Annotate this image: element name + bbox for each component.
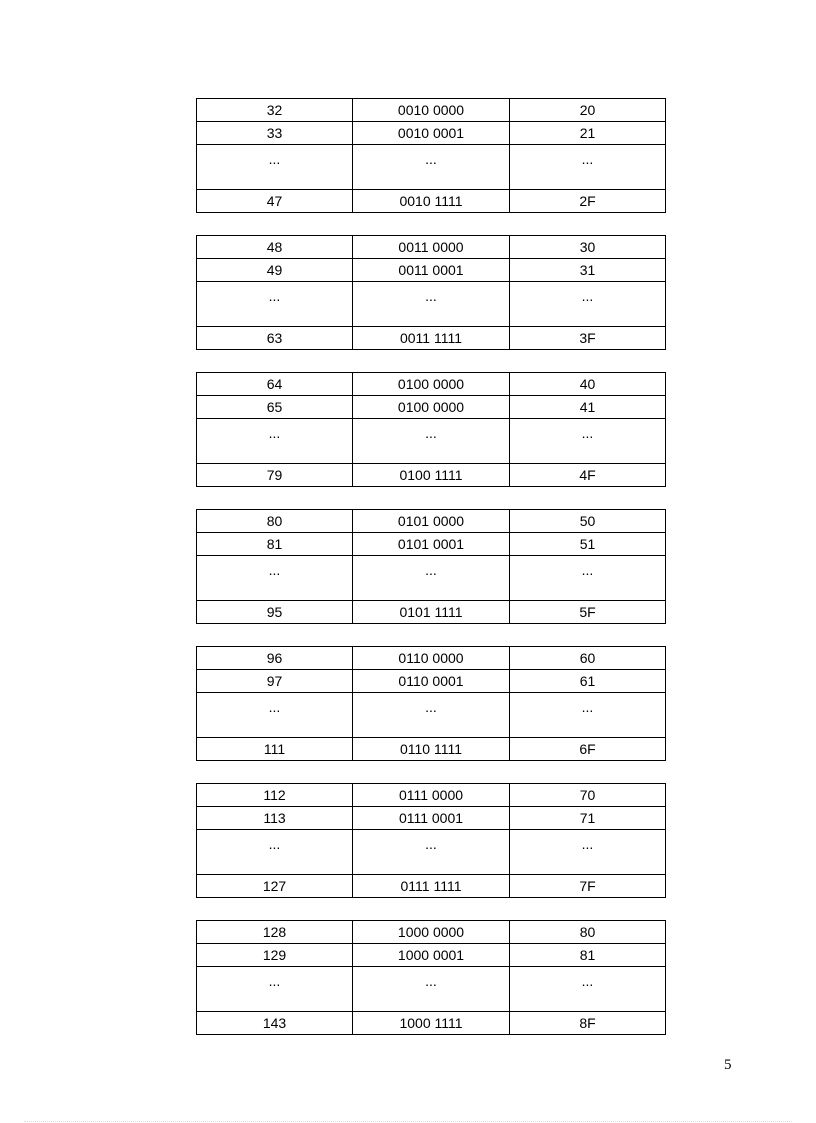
binary-cell: 0110 0000 (353, 647, 510, 670)
conversion-table (196, 920, 666, 1035)
ellipsis-row (197, 419, 666, 464)
table-row (197, 601, 666, 624)
table-row (197, 784, 666, 807)
table-row (197, 327, 666, 350)
binary-cell: 0101 0001 (353, 533, 510, 556)
ellipsis-row (197, 967, 666, 1012)
hex-cell: 20 (510, 99, 666, 122)
binary-cell: 0111 1111 (353, 875, 510, 898)
binary-cell: 0100 1111 (353, 464, 510, 487)
binary-cell: ... (353, 830, 510, 875)
conversion-tables (196, 98, 666, 1057)
binary-cell: 0010 0000 (353, 99, 510, 122)
table-row (197, 670, 666, 693)
decimal-cell: 33 (197, 122, 353, 145)
binary-cell: ... (353, 145, 510, 190)
table-row (197, 122, 666, 145)
decimal-cell: 113 (197, 807, 353, 830)
table-row (197, 99, 666, 122)
table-row (197, 373, 666, 396)
binary-cell: ... (353, 419, 510, 464)
table-row (197, 875, 666, 898)
binary-cell: ... (353, 967, 510, 1012)
hex-cell: 21 (510, 122, 666, 145)
binary-cell: 1000 1111 (353, 1012, 510, 1035)
hex-cell: ... (510, 282, 666, 327)
table-row (197, 921, 666, 944)
binary-cell: 0100 0000 (353, 396, 510, 419)
hex-cell: 51 (510, 533, 666, 556)
table-row (197, 464, 666, 487)
hex-cell: 81 (510, 944, 666, 967)
binary-cell: 0010 1111 (353, 190, 510, 213)
decimal-cell: 80 (197, 510, 353, 533)
decimal-cell: 64 (197, 373, 353, 396)
binary-cell: 0110 0001 (353, 670, 510, 693)
decimal-cell: 79 (197, 464, 353, 487)
decimal-cell: 63 (197, 327, 353, 350)
table-row (197, 1012, 666, 1035)
table-row (197, 647, 666, 670)
hex-cell: ... (510, 967, 666, 1012)
decimal-cell: 96 (197, 647, 353, 670)
hex-cell: 5F (510, 601, 666, 624)
hex-cell: 40 (510, 373, 666, 396)
hex-cell: ... (510, 419, 666, 464)
decimal-cell: 111 (197, 738, 353, 761)
decimal-cell: 97 (197, 670, 353, 693)
binary-cell: ... (353, 556, 510, 601)
table-row (197, 944, 666, 967)
binary-cell: 0111 0000 (353, 784, 510, 807)
binary-cell: 1000 0001 (353, 944, 510, 967)
table-row (197, 510, 666, 533)
table-row (197, 396, 666, 419)
conversion-table (196, 783, 666, 898)
hex-cell: 7F (510, 875, 666, 898)
decimal-cell: 32 (197, 99, 353, 122)
table-row (197, 738, 666, 761)
hex-cell: 30 (510, 236, 666, 259)
table-row (197, 190, 666, 213)
hex-cell: 70 (510, 784, 666, 807)
hex-cell: 80 (510, 921, 666, 944)
binary-cell: 0011 1111 (353, 327, 510, 350)
decimal-cell: ... (197, 556, 353, 601)
conversion-table (196, 235, 666, 350)
decimal-cell: ... (197, 830, 353, 875)
binary-cell: 0100 0000 (353, 373, 510, 396)
binary-cell: 0010 0001 (353, 122, 510, 145)
decimal-cell: ... (197, 282, 353, 327)
conversion-table (196, 646, 666, 761)
page-bottom-rule (24, 1121, 792, 1122)
decimal-cell: 112 (197, 784, 353, 807)
decimal-cell: 143 (197, 1012, 353, 1035)
hex-cell: 6F (510, 738, 666, 761)
hex-cell: ... (510, 693, 666, 738)
decimal-cell: ... (197, 419, 353, 464)
hex-cell: ... (510, 556, 666, 601)
binary-cell: 0111 0001 (353, 807, 510, 830)
table-row (197, 807, 666, 830)
hex-cell: 2F (510, 190, 666, 213)
binary-cell: 0101 0000 (353, 510, 510, 533)
hex-cell: 41 (510, 396, 666, 419)
binary-cell: 0011 0000 (353, 236, 510, 259)
binary-cell: ... (353, 282, 510, 327)
binary-cell: 0011 0001 (353, 259, 510, 282)
hex-cell: 61 (510, 670, 666, 693)
conversion-table (196, 98, 666, 213)
binary-cell: 0110 1111 (353, 738, 510, 761)
conversion-table (196, 372, 666, 487)
decimal-cell: 49 (197, 259, 353, 282)
conversion-table (196, 509, 666, 624)
decimal-cell: 47 (197, 190, 353, 213)
decimal-cell: 128 (197, 921, 353, 944)
ellipsis-row (197, 556, 666, 601)
table-row (197, 236, 666, 259)
decimal-cell: 48 (197, 236, 353, 259)
table-row (197, 259, 666, 282)
hex-cell: ... (510, 830, 666, 875)
hex-cell: 4F (510, 464, 666, 487)
hex-cell: 50 (510, 510, 666, 533)
binary-cell: ... (353, 693, 510, 738)
table-row (197, 533, 666, 556)
hex-cell: 31 (510, 259, 666, 282)
ellipsis-row (197, 693, 666, 738)
hex-cell: ... (510, 145, 666, 190)
ellipsis-row (197, 145, 666, 190)
ellipsis-row (197, 282, 666, 327)
decimal-cell: 127 (197, 875, 353, 898)
hex-cell: 3F (510, 327, 666, 350)
hex-cell: 71 (510, 807, 666, 830)
binary-cell: 1000 0000 (353, 921, 510, 944)
page-number: 5 (724, 1057, 732, 1073)
decimal-cell: 65 (197, 396, 353, 419)
binary-cell: 0101 1111 (353, 601, 510, 624)
decimal-cell: 129 (197, 944, 353, 967)
decimal-cell: 95 (197, 601, 353, 624)
ellipsis-row (197, 830, 666, 875)
decimal-cell: 81 (197, 533, 353, 556)
hex-cell: 60 (510, 647, 666, 670)
decimal-cell: ... (197, 967, 353, 1012)
decimal-cell: ... (197, 145, 353, 190)
decimal-cell: ... (197, 693, 353, 738)
hex-cell: 8F (510, 1012, 666, 1035)
